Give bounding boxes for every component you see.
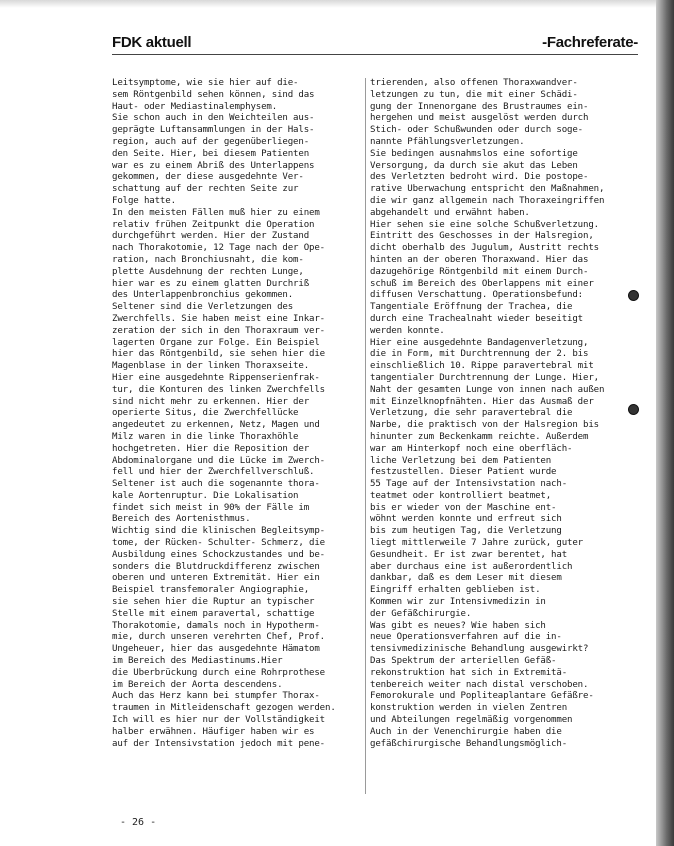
text-line: die Überbrückung durch eine Rohrprothese — [112, 667, 325, 678]
text-line: Sie bedingen ausnahmslos eine sofortige — [370, 148, 578, 159]
text-line: den Seite. Hier, bei diesem Patienten — [112, 148, 310, 159]
text-line: Folge hatte. — [112, 195, 176, 206]
text-line: Seltener ist auch die sogenannte thora- — [112, 479, 320, 490]
text-line: hier das Röntgenbild, sie sehen hier die — [112, 349, 325, 360]
text-line: sonders die Blutdruckdifferenz zwischen — [112, 561, 320, 572]
text-line: angedeutet zu erkennen, Netz, Magen und — [112, 420, 320, 431]
text-line: Haut- oder Mediastinalemphysem. — [112, 101, 278, 112]
text-line: Sie schon auch in den Weichteilen aus- — [112, 113, 315, 124]
text-line: aber durchaus eine ist außerordentlich — [370, 561, 573, 572]
text-line: geprägte Luftansammlungen in der Hals- — [112, 125, 315, 136]
text-line: im Bereich der Aorta descendens. — [112, 679, 283, 690]
text-line: Stelle mit einem paravertal, schattige — [112, 608, 315, 619]
text-line: Femorokurale und Popliteaplantare Gefäßre- — [370, 691, 594, 702]
text-line: abgehandelt und erwähnt haben. — [370, 207, 530, 218]
text-line: Wichtig sind die klinischen Begleitsymp- — [112, 526, 325, 537]
text-line: Beispiel transfemoraler Angiographie, — [112, 585, 310, 596]
text-line: dicht oberhalb des Jugulum, Austritt rechts — [370, 243, 599, 254]
text-line: plette Ausdehnung der rechten Lunge, — [112, 266, 304, 277]
text-line: Auch in der Venenchirurgie haben die — [370, 726, 562, 737]
text-line: Ich will es hier nur der Vollständigkeit — [112, 715, 325, 726]
text-line: Ungeheuer, hier das ausgedehnte Hämatom — [112, 644, 320, 655]
text-line: Das Spektrum der arteriellen Gefäß- — [370, 656, 557, 667]
text-line: Bereich des Aortenisthmus. — [112, 514, 251, 525]
text-line: Hier eine ausgedehnte Bandagenverletzung, — [370, 337, 589, 348]
text-line: Thorakotomie, damals noch in Hypotherm- — [112, 620, 320, 631]
page-number: - 26 - — [120, 817, 157, 828]
text-line: war es zu einem Abriß des Unterlappens — [112, 160, 315, 171]
text-line: halber erwähnen. Häufiger haben wir es — [112, 726, 315, 737]
text-line: gekommen, der diese ausgedehnte Ver- — [112, 172, 304, 183]
text-line: ration, nach Bronchiusnaht, die kom- — [112, 254, 304, 265]
text-line: schattung auf der rechten Seite zur — [112, 184, 299, 195]
text-line: kale Aortenruptur. Die Lokalisation — [112, 490, 299, 501]
text-line: relativ frühen Zeitpunkt die Operation — [112, 219, 315, 230]
text-line: war am Hinterkopf noch eine oberfläch- — [370, 443, 573, 454]
text-line: mit Einzelknopfnähten. Hier das Ausmaß der — [370, 396, 594, 407]
text-line: Magenblase in der linken Thoraxseite. — [112, 361, 310, 372]
text-line: sie sehen hier die Ruptur an typischer — [112, 597, 315, 608]
text-line: Gesundheit. Er ist zwar berentet, hat — [370, 549, 568, 560]
text-line: Eingriff erhalten geblieben ist. — [370, 585, 541, 596]
text-line: teatmet oder kontrolliert beatmet, — [370, 490, 552, 501]
text-line: Versorgung, da durch sie akut das Leben — [370, 160, 578, 171]
text-line: Zwerchfells. Sie haben meist eine Inkar- — [112, 313, 325, 324]
text-line: zeration der sich in den Thoraxraum ver- — [112, 325, 325, 336]
text-line: hergehen und meist ausgelöst werden durch — [370, 113, 589, 124]
text-line: neue Operationsverfahren auf die in- — [370, 632, 562, 643]
text-line: hier war es zu einem glatten Durchriß — [112, 278, 310, 289]
text-line: einschließlich 10. Rippe paravertebral mit — [370, 361, 594, 372]
column-divider — [365, 78, 366, 794]
text-line: werden konnte. — [370, 325, 445, 336]
text-line: die in Form, mit Durchtrennung der 2. bis — [370, 349, 589, 360]
text-line: sind nicht mehr zu erkennen. Hier der — [112, 396, 310, 407]
text-line: rekonstruktion hat sich in Extremitä- — [370, 667, 568, 678]
text-line: Milz waren in die linke Thoraxhöhle — [112, 431, 299, 442]
scan-edge-top — [0, 0, 674, 8]
text-line: trierenden, also offenen Thoraxwandver- — [370, 78, 578, 88]
text-line: hochgetreten. Hier die Reposition der — [112, 443, 310, 454]
text-line: gung der Innenorgane des Brustraumes ein- — [370, 101, 589, 112]
text-line: lagerten Organe zur Folge. Ein Beispiel — [112, 337, 320, 348]
text-line: Stich- oder Schußwunden oder durch soge- — [370, 125, 583, 136]
punch-hole — [628, 404, 639, 415]
text-line: tur, die Konturen des linken Zwerchfells — [112, 384, 325, 395]
text-line: 55 Tage auf der Intensivstation nach- — [370, 479, 568, 490]
text-line: region, auch auf der gegenüberliegen- — [112, 136, 310, 147]
text-line: Seltener sind die Verletzungen des — [112, 302, 294, 313]
text-line: In den meisten Fällen muß hier zu einem — [112, 207, 320, 218]
text-line: bis zum heutigen Tag, die Verletzung — [370, 526, 562, 537]
text-line: bis er wieder von der Maschine ent- — [370, 502, 557, 513]
publication-title: FDK aktuell — [112, 34, 192, 51]
page-header — [112, 33, 638, 55]
text-line: gefäßchirurgische Behandlungsmöglich- — [370, 738, 568, 749]
text-line: Leitsymptome, wie sie hier auf die- — [112, 78, 299, 88]
text-line: des Verletzten bedroht wird. Die postope- — [370, 172, 589, 183]
text-line: dazugehörige Röntgenbild mit einem Durch- — [370, 266, 589, 277]
text-line: festzustellen. Dieser Patient wurde — [370, 467, 557, 478]
text-line: liche Verletzung bei dem Patienten — [370, 455, 552, 466]
text-line: durch eine Trachealnaht wieder beseitigt — [370, 313, 583, 324]
text-line: diffusen Verschattung. Operationsbefund: — [370, 290, 583, 301]
text-line: rative Überwachung entspricht den Maßnahmen, — [370, 184, 605, 195]
text-line: schuß im Bereich des Oberlappens mit einer — [370, 278, 594, 289]
text-line: tensivmedizinische Behandlung ausgewirkt? — [370, 644, 589, 655]
text-line: fell und hier der Zwerchfellverschluß. — [112, 467, 315, 478]
text-column-right — [370, 78, 628, 750]
text-line: Eintritt des Geschosses in der Halsregion, — [370, 231, 594, 242]
text-line: Hier sehen sie eine solche Schußverletzung. — [370, 219, 599, 230]
text-line: findet sich meist in 90% der Fälle im — [112, 502, 310, 513]
text-line: operierte Situs, die Zwerchfellücke — [112, 408, 299, 419]
text-column-left — [112, 78, 362, 750]
text-line: Was gibt es neues? Wie haben sich — [370, 620, 546, 631]
punch-hole — [628, 290, 639, 301]
text-line: Naht der gesamten Lunge von innen nach außen — [370, 384, 605, 395]
text-line: Auch das Herz kann bei stumpfer Thorax- — [112, 691, 320, 702]
text-line: tenbereich weiter nach distal verschoben. — [370, 679, 589, 690]
text-line: tome, der Rücken- Schulter- Schmerz, die — [112, 538, 325, 549]
text-line: durchgeführt werden. Hier der Zustand — [112, 231, 310, 242]
text-line: nach Thorakotomie, 12 Tage nach der Ope- — [112, 243, 325, 254]
text-line: im Bereich des Mediastinums.Hier — [112, 656, 283, 667]
text-line: nannte Pfählungsverletzungen. — [370, 136, 525, 147]
text-line: Tangentiale Eröffnung der Trachea, die — [370, 302, 573, 313]
text-line: sem Röntgenbild sehen können, sind das — [112, 89, 315, 100]
text-line: traumen in Mitleidenschaft gezogen werden. — [112, 703, 336, 714]
text-line: hinten an der oberen Thoraxwand. Hier das — [370, 254, 589, 265]
text-line: Hier eine ausgedehnte Rippenserienfrak- — [112, 372, 320, 383]
text-line: und Abteilungen regelmäßig vorgenommen — [370, 715, 573, 726]
text-line: hinunter zum Beckenkamm reichte. Außerdem — [370, 431, 589, 442]
text-line: liegt mittlerweile 7 Jahre zurück, guter — [370, 538, 583, 549]
text-line: des Unterlappenbronchius gekommen. — [112, 290, 294, 301]
text-line: konstruktion werden in vielen Zentren — [370, 703, 568, 714]
section-title: -Fachreferate- — [542, 34, 638, 51]
text-line: Abdominalorgane und die Lücke im Zwerch- — [112, 455, 325, 466]
text-line: Ausbildung eines Schockzustandes und be- — [112, 549, 325, 560]
text-line: auf der Intensivstation jedoch mit pene- — [112, 738, 325, 749]
text-line: dankbar, daß es dem Leser mit diesem — [370, 573, 562, 584]
text-line: letzungen zu tun, die mit einer Schädi- — [370, 89, 578, 100]
scan-binding-edge — [656, 0, 674, 846]
header-rule — [112, 54, 638, 55]
text-line: oberen und unteren Extremität. Hier ein — [112, 573, 320, 584]
text-line: tangentialer Durchtrennung der Lunge. Hier, — [370, 372, 599, 383]
text-line: der Gefäßchirurgie. — [370, 608, 472, 619]
text-line: Kommen wir zur Intensivmedizin in — [370, 597, 546, 608]
text-line: Verletzung, die sehr paravertebral die — [370, 408, 573, 419]
text-line: Narbe, die praktisch von der Halsregion bis — [370, 420, 599, 431]
text-line: mie, durch unseren verehrten Chef, Prof. — [112, 632, 325, 643]
text-line: wöhnt werden konnte und erfreut sich — [370, 514, 562, 525]
text-line: die wir ganz allgemein nach Thoraxeingriffen — [370, 195, 605, 206]
